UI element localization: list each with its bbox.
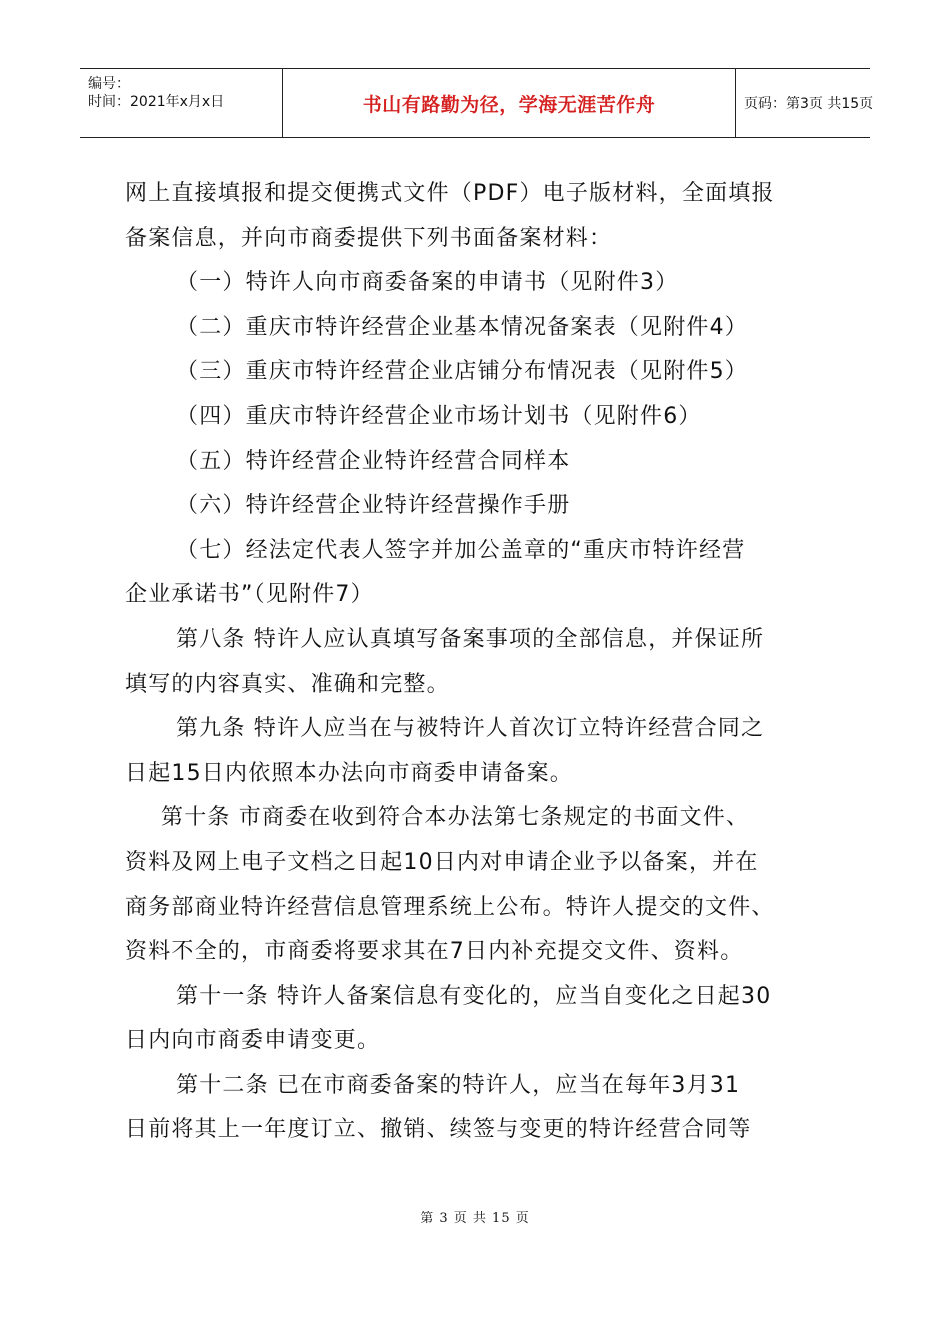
- article-10-heading-line: 第十条 市商委在收到符合本办法第七条规定的书面文件、: [161, 805, 750, 831]
- body-line: 商务部商业特许经营信息管理系统上公布。特许人提交的文件、: [125, 894, 775, 920]
- header-motto-cell: [282, 69, 736, 137]
- header-page-info: 页码：第3页 共15页: [744, 96, 874, 112]
- list-item: （二）重庆市特许经营企业基本情况备案表（见附件4）: [176, 314, 748, 340]
- body-line: 备案信息，并向市商委提供下列书面备案材料：: [125, 225, 613, 251]
- footer-page-number: 第 3 页 共 15 页: [420, 1211, 530, 1226]
- list-item: （一）特许人向市商委备案的申请书（见附件3）: [176, 270, 679, 296]
- body-line: 资料不全的，市商委将要求其在7日内补充提交文件、资料。: [125, 939, 744, 965]
- body-line: 资料及网上电子文档之日起10日内对申请企业予以备案，并在: [125, 849, 759, 875]
- list-item: （五）特许经营企业特许经营合同样本: [176, 448, 571, 474]
- body-line: 日起15日内依照本办法向市商委申请备案。: [125, 760, 573, 786]
- body-line: 填写的内容真实、准确和完整。: [125, 671, 450, 697]
- article-8-heading-line: 第八条 特许人应认真填写备案事项的全部信息，并保证所: [176, 626, 765, 652]
- body-line: 网上直接填报和提交便携式文件（PDF）电子版材料，全面填报: [125, 181, 775, 206]
- document-body: [125, 172, 830, 1153]
- page-footer: [0, 1207, 950, 1226]
- body-line: 日前将其上一年度订立、撤销、续签与变更的特许经营合同等: [125, 1117, 752, 1143]
- body-line: 企业承诺书”（见附件7）: [125, 582, 374, 608]
- page-header: [80, 68, 874, 138]
- list-item: （三）重庆市特许经营企业店铺分布情况表（见附件5）: [176, 359, 748, 385]
- header-motto: 书山有路勤为径，学海无涯苦作舟: [362, 93, 656, 116]
- header-page-cell: [736, 69, 874, 137]
- document-number-label: 编号：: [88, 76, 130, 92]
- list-item: （六）特许经营企业特许经营操作手册: [176, 493, 571, 519]
- article-9-heading-line: 第九条 特许人应当在与被特许人首次订立特许经营合同之: [176, 716, 765, 742]
- article-12-heading-line: 第十二条 已在市商委备案的特许人，应当在每年3月31: [176, 1072, 741, 1098]
- document-time-label: 时间：2021年x月x日: [88, 94, 225, 110]
- list-item: （四）重庆市特许经营企业市场计划书（见附件6）: [176, 403, 702, 429]
- header-meta: [80, 69, 282, 137]
- list-item: （七）经法定代表人签字并加公盖章的“重庆市特许经营: [176, 537, 746, 563]
- article-11-heading-line: 第十一条 特许人备案信息有变化的，应当自变化之日起30: [176, 983, 772, 1009]
- body-line: 日内向市商委申请变更。: [125, 1028, 381, 1054]
